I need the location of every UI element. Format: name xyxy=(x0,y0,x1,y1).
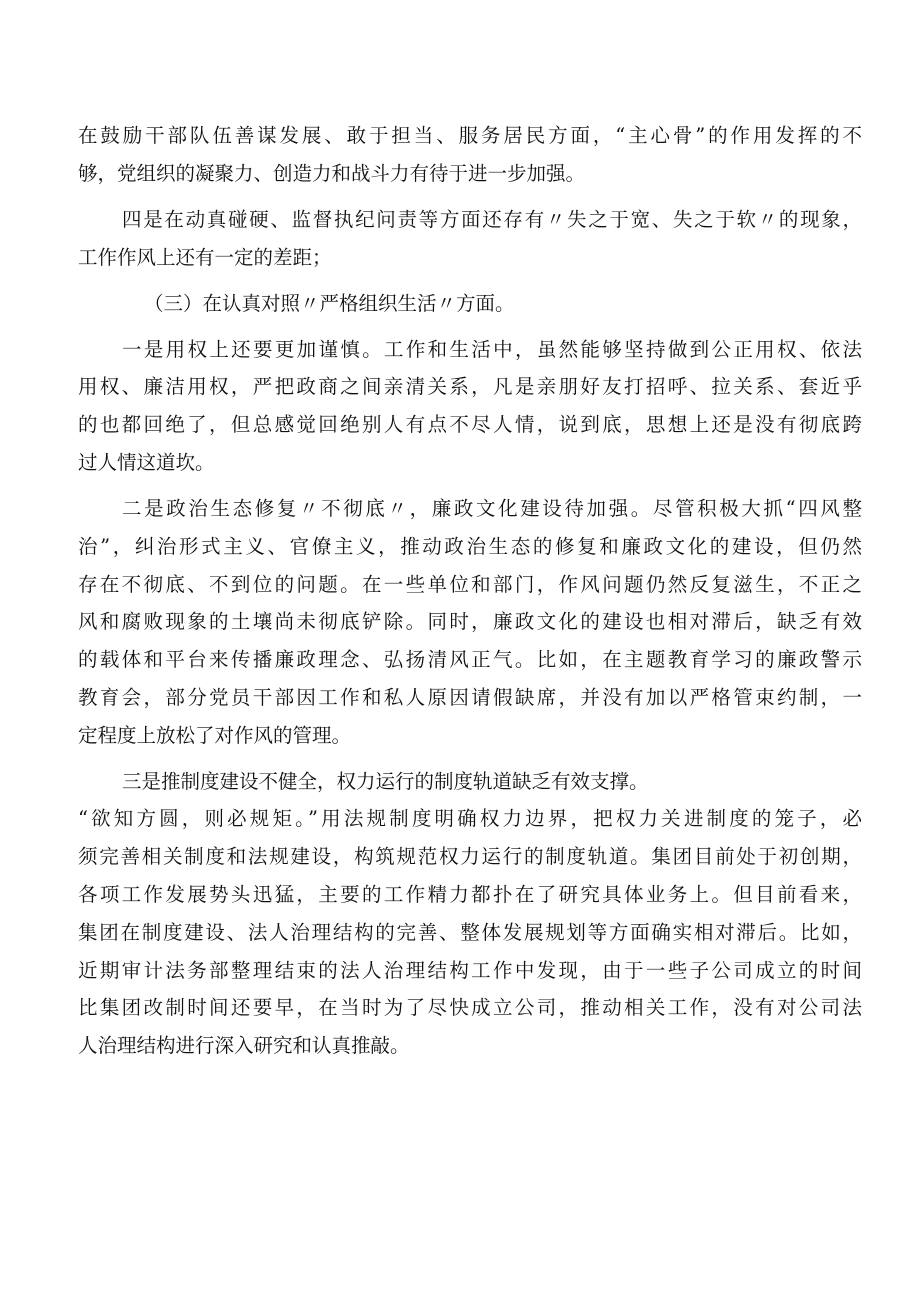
text-line: 三是推制度建设不健全，权力运行的制度轨道缺乏有效支撑。 xyxy=(122,769,649,793)
text-line: 风和腐败现象的土壤尚未彻底铲除。同时，廉政文化的建设也相对滞后，缺乏有效 xyxy=(78,610,862,634)
text-line: 定程度上放松了对作风的管理。 xyxy=(78,723,352,747)
text-line: 二是政治生态修复〃不彻底〃，廉政文化建设待加强。尽管积极大抓“四风整 xyxy=(122,496,862,520)
text-line: 用权、廉洁用权，严把政商之间亲清关系，凡是亲朋好友打招呼、拉关系、套近乎 xyxy=(78,375,862,399)
text-line: 教育会，部分党员干部因工作和私人原因请假缺席，并没有加以严格管束约制，一 xyxy=(78,685,862,709)
text-line: 各项工作发展势头迅猛，主要的工作精力都扑在了研究具体业务上。但目前看来， xyxy=(78,883,862,907)
text-line: 人治理结构进行深入研究和认真推敲。 xyxy=(78,1034,410,1058)
paragraph-3-subheading xyxy=(78,285,862,323)
text-line: 须完善相关制度和法规建设，构筑规范权力运行的制度轨道。集团目前处于初创期， xyxy=(78,845,862,869)
text-line: 够，党组织的凝聚力、创造力和战斗力有待于进一步加强。 xyxy=(78,161,586,185)
text-line: 工作作风上还有一定的差距； xyxy=(78,245,332,269)
text-line: 近期审计法务部整理结束的法人治理结构工作中发现，由于一些子公司成立的时间 xyxy=(78,958,862,982)
text-line: 治”，纠治形式主义、官僚主义，推动政治生态的修复和廉政文化的建设，但仍然 xyxy=(78,534,862,558)
paragraph-1 xyxy=(78,117,862,193)
paragraph-5 xyxy=(78,490,862,755)
text-line: 存在不彻底、不到位的问题。在一些单位和部门，作风问题仍然反复滋生，不正之 xyxy=(78,572,862,596)
section-heading: （三）在认真对照〃严格组织生活〃方面。 xyxy=(144,291,515,315)
text-line: 的载体和平台来传播廉政理念、弘扬清风正气。比如，在主题教育学习的廉政警示 xyxy=(78,648,862,672)
text-line: “欲知方圆，则必规矩。”用法规制度明确权力边界，把权力关进制度的笼子，必 xyxy=(78,807,862,831)
document-body xyxy=(78,117,862,1065)
paragraph-6 xyxy=(78,763,862,1065)
text-line: 四是在动真碰硬、监督执纪问责等方面还存有〃失之于宽、失之于软〃的现象， xyxy=(122,207,862,231)
text-line: 在鼓励干部队伍善谋发展、敢于担当、服务居民方面，“主心骨”的作用发挥的不 xyxy=(78,124,862,147)
text-line: 比集团改制时间还要早，在当时为了尽快成立公司，推动相关工作，没有对公司法 xyxy=(78,996,862,1020)
paragraph-2 xyxy=(78,201,862,277)
text-line: 一是用权上还要更加谨慎。工作和生活中，虽然能够坚持做到公正用权、依法 xyxy=(122,337,862,361)
text-line: 集团在制度建设、法人治理结构的完善、整体发展规划等方面确实相对滞后。比如， xyxy=(78,920,862,944)
paragraph-4 xyxy=(78,331,862,482)
text-line: 过人情这道坎。 xyxy=(78,450,215,474)
text-line: 的也都回绝了，但总感觉回绝别人有点不尽人情，说到底，思想上还是没有彻底跨 xyxy=(78,413,862,437)
